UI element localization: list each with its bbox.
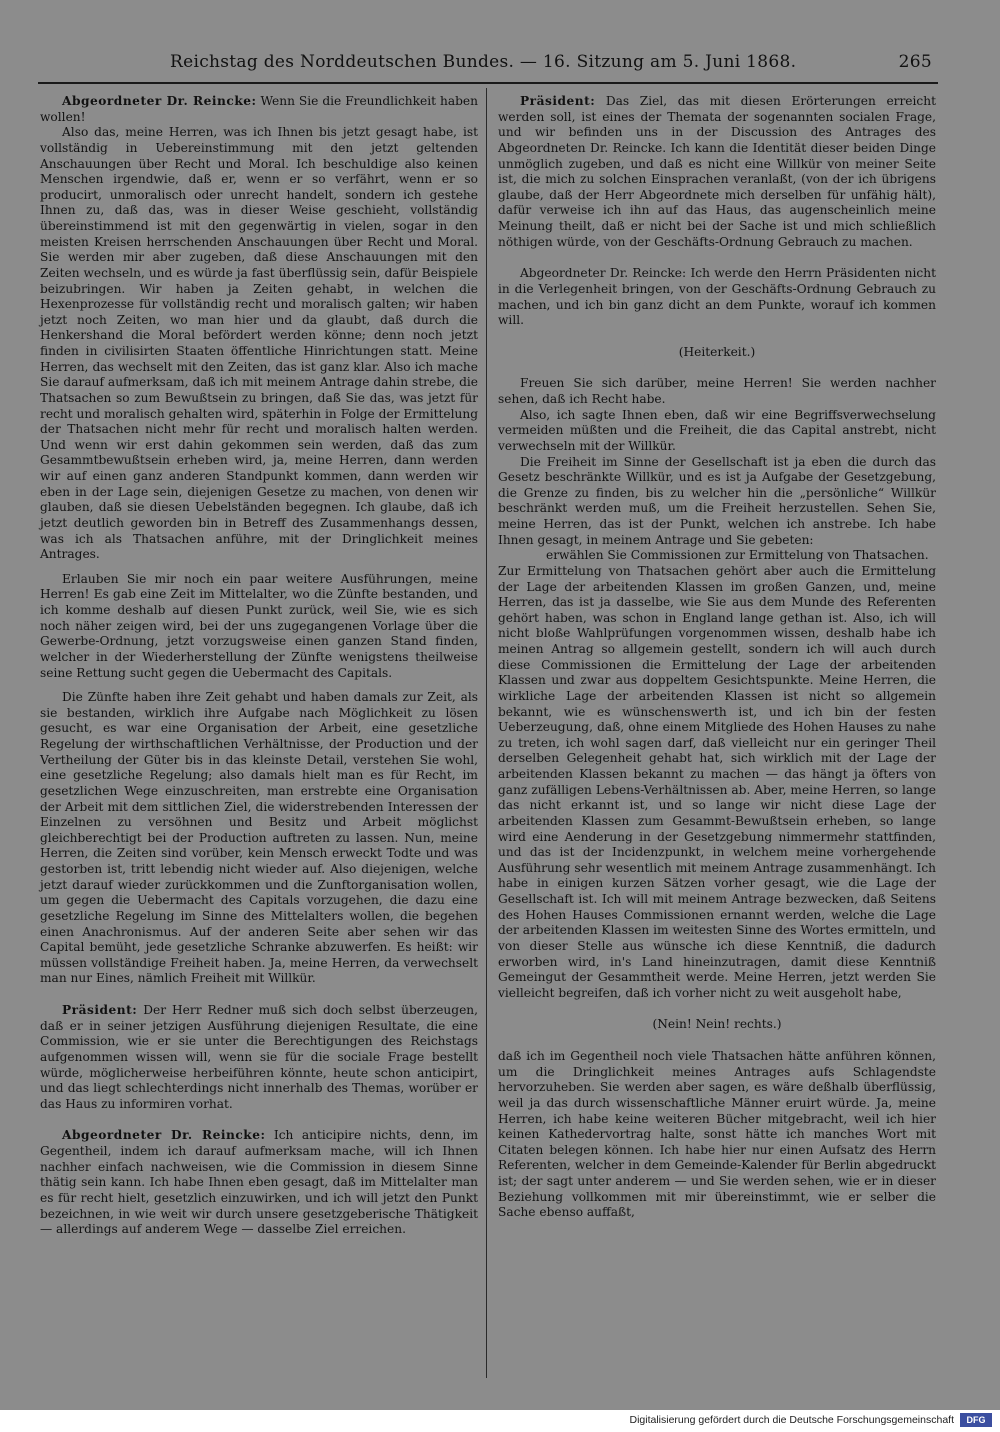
- paragraph: daß ich im Gegentheil noch viele Thatsachen hätte anführen können, um die Dringlichkeit meines Antrages aufs Schlagendste hervorzuheben. Sie werden aber sagen, es wäre deßhalb überflüssig, weil ja das durch wissenschaftliche Männer eruirt würde. Ja, meine Herren, ich habe keine weiteren Bücher mitgebracht, weil ich hier keinen Kathedervortrag halte, sonst hätte ich manches Wort mit Citaten belegen können. Ich habe hier nur einen Aufsatz des Herrn Referenten, welcher in dem Gemeinde-Kalender für Berlin abgedruckt ist; der sagt unter anderem — und Sie werden sehen, wie er in dieser Beziehung vollkommen mit mir übereinstimmt, wie er selber die Sache ebenso auffaßt,: [498, 1049, 936, 1220]
- quoted-motion: erwählen Sie Commissionen zur Ermittelung von Thatsachen.: [546, 548, 929, 563]
- dfg-logo: DFG: [960, 1413, 992, 1427]
- paragraph: [40, 94, 478, 125]
- paragraph: Freuen Sie sich darüber, meine Herren! Sie werden nachher sehen, daß ich Recht habe.: [498, 376, 936, 406]
- speaker-label: Präsident:: [520, 94, 596, 108]
- interjection: (Nein! Nein! rechts.): [652, 1017, 782, 1032]
- paragraph-text: Ich werde den Herrn Präsidenten nicht in die Verlegenheit bringen, von der Geschäfts-Ordnung Gebrauch zu machen, und ich bin ganz dicht an dem Punkte, worauf ich kommen will.: [498, 266, 937, 328]
- paragraph-text: Wenn Sie die Freundlichkeit haben wollen!: [40, 94, 478, 124]
- paragraph: Also, ich sagte Ihnen eben, daß wir eine Begriffsverwechselung vermeiden müßten und die Freiheit, die das Capital anstrebt, nicht verwechseln mit der Willkür.: [498, 407, 936, 453]
- header-rule: [38, 82, 938, 84]
- paragraph: [40, 1128, 478, 1237]
- paragraph: Die Zünfte haben ihre Zeit gehabt und haben damals zur Zeit, als sie bestanden, wirklich ihre Aufgabe nach Möglichkeit zu lösen gesucht, es war eine Organisation der Arbeit, eine gesetzliche Regelung der wirthschaftlichen Verhältnisse, der Production und der Vertheilung der Güter bis in das kleinste Detail, verstehen Sie wohl, eine gesetzliche Regelung; also damals hielt man es für Recht, im gesetzlichen Wege einzuschreiten, man erstrebte eine Organisation der Arbeit mit dem sittlichen Ziel, die widerstrebenden Interessen der Einzelnen zu versöhnen und Besitz und Arbeit möglichst gleichberechtigt bei der Production auftreten zu lassen. Nun, meine Herren, die Zeiten sind vorüber, kein Mensch erweckt Todte und was gestorben ist, tritt lebendig nicht wieder auf. Also diejenigen, welche jetzt darauf wieder zurückkommen und die Zunftorganisation wollen, um gegen die Uebermacht des Capitals vorzugehen, die dazu eine gesetzliche Regelung im Sinne des Mittelalters wollen, die begehen einen Anachronismus. Auf der anderen Seite aber sehen wir das Capital bemüht, jede gesetzliche Schranke abzuwerfen. Es heißt: wir müssen vollständige Freiheit haben. Ja, meine Herren, da verwechselt man nur Eines, nämlich Freiheit mit Willkür.: [40, 690, 478, 986]
- funding-note: Digitalisierung gefördert durch die Deutsche Forschungsgemeinschaft: [629, 1414, 954, 1426]
- interjection: (Heiterkeit.): [678, 344, 756, 359]
- paragraph: Die Freiheit im Sinne der Gesellschaft ist ja eben die durch das Gesetz beschränkte Willkür, und es ist ja Aufgabe der Gesetzgebung, die Grenze zu finden, bis zu welcher hin die „persönliche“ Willkür beschränkt werden muß, um die Freiheit herzustellen. Sehen Sie, meine Herren, das ist der Punkt, welchen ich anstrebe. Ich habe Ihnen gesagt, in meinem Antrage und Sie gebeten:: [498, 454, 936, 547]
- speaker-label: Abgeordneter Dr. Reincke:: [62, 1128, 266, 1143]
- paragraph: [498, 94, 936, 250]
- right-column: [498, 94, 936, 1221]
- speaker-label: Abgeordneter Dr. Reincke:: [520, 266, 687, 281]
- paragraph-text: Der Herr Redner muß sich doch selbst überzeugen, daß er in seiner jetzigen Ausführung diejenigen Resultate, die eine Commission, wie er sie unter die Berechtigungen des Reichstags aufgenommen wissen will, wenn sie für die sociale Frage bestellt würde, möglicherweise herbeiführen könnte, heute schon anticipirt, und das liegt schlechterdings nicht innerhalb des Themas, worüber er das Haus zu informiren vorhat.: [40, 1003, 478, 1111]
- speaker-label: Präsident:: [62, 1003, 138, 1017]
- paragraph: Erlauben Sie mir noch ein paar weitere Ausführungen, meine Herren! Es gab eine Zeit im Mittelalter, wo die Zünfte bestanden, und ich komme deshalb auf diesen Punkt zurück, weil Sie, wie es sich noch näher zeigen wird, bei der uns zugegangenen Vorlage über die Gewerbe-Ordnung, jetzt vorzugsweise einen ganzen Stand finden, welcher in der Wiederherstellung der Zünfte wenigstens theilweise seine Rettung sucht gegen die Uebermacht des Capitals.: [40, 571, 478, 680]
- paragraph-text: Ich anticipire nichts, denn, im Gegentheil, indem ich darauf aufmerksam mache, will ich Ihnen nachher einfach nachweisen, wie die Commission in diesem Sinne thätig sein kann. Ich habe Ihnen eben gesagt, daß im Mittelalter man es für recht hielt, gesetzlich einzuwirken, und ich will jetzt den Punkt bezeichnen, in wie weit wir durch unsere gesetzgeberische Thätigkeit — allerdings auf anderem Wege — dasselbe Ziel erreichen.: [40, 1128, 478, 1237]
- paragraph: [40, 1003, 478, 1112]
- page-number: 265: [898, 52, 932, 72]
- running-header: [170, 52, 932, 78]
- speaker-label: Abgeordneter Dr. Reincke:: [62, 94, 257, 108]
- paragraph-text: Das Ziel, das mit diesen Erörterungen erreicht werden soll, ist eines der Themata der sogenannten socialen Frage, und wir befinden uns in der Discussion des Antrages des Abgeordneten Dr. Reincke. Ich kann die Identität dieser beiden Dinge unmöglich zugeben, und daß es nicht eine Willkür von meiner Seite ist, die mich zu solchen Einsprachen veranlaßt, (von der ich übrigens glaube, daß der Herr Abgeordnete mich derselben für unfähig hält), dafür verweise ich ihn auf das Haus, das augenscheinlich meine Meinung theilt, daß er nicht bei der Sache ist und mich schließlich nöthigen würde, von der Geschäfts-Ordnung Gebrauch zu machen.: [498, 94, 936, 249]
- paragraph: Zur Ermittelung von Thatsachen gehört aber auch die Ermittelung der Lage der arbeitenden Klassen im großen Ganzen, und, meine Herren, das ist ja dasselbe, wie Sie aus dem Munde des Referenten gehört haben, was schon in England lange gethan ist. Also, ich will nicht bloße Wahlprüfungen vorgenommen wissen, deshalb habe ich meinen Antrag so allgemein gestellt, sondern ich will auch durch diese Commissionen die Ermittelung der Lage der arbeitenden Klassen und zwar aus doppeltem Gesichtspunkte. Meine Herren, die wirkliche Lage der arbeitenden Klassen ist nicht so allgemein bekannt, wie es wünschenswerth ist, und ich bin der festen Ueberzeugung, daß, ohne einem Mitgliede des Hohen Hauses zu nahe zu treten, ich wohl sagen darf, daß vielleicht nur ein geringer Theil derselben Gelegenheit gehabt hat, sich wirklich mit der Lage der arbeitenden Klassen bekannt zu machen — das hängt ja öfters von ganz zufälligen Lebens-Verhältnissen ab. Aber, meine Herren, so lange das nicht erkannt ist, und so lange wir nicht diese Lage der arbeitenden Klassen zum Gesammt-Bewußtsein erheben, so lange wird eine Aenderung in der Gesetzgebung nimmermehr stattfinden, und das ist der Incidenzpunkt, in welchem meine vorhergehende Ausführung sehr wesentlich mit meinem Antrage zusammenhängt. Ich habe in einigen kurzen Sätzen vorher gesagt, wie die Lage der Gesellschaft ist. Ich will mit meinem Antrage bezwecken, daß Seitens des Hohen Hauses Commissionen ernannt werden, welche die Lage der arbeitenden Klassen im weitesten Sinne des Wortes ermitteln, und von dieser Stelle aus wünsche ich diese Kenntniß, die dadurch erworben wird, in's Land hineinzutragen, damit diese Kenntniß Gemeingut der Gesammtheit werde. Meine Herren, jetzt werden Sie vielleicht begreifen, daß ich vorher nicht zu weit ausgeholt habe,: [498, 563, 936, 1000]
- column-divider: [486, 88, 487, 1378]
- left-column: [40, 94, 478, 1238]
- header-title: Reichstag des Norddeutschen Bundes. — 16. Sitzung am 5. Juni 1868.: [170, 52, 797, 72]
- paragraph: Also das, meine Herren, was ich Ihnen bis jetzt gesagt habe, ist vollständig in Uebereinstimmung mit den jetzt geltenden Anschauungen über Recht und Moral. Ich beschuldige also keinen Menschen irgendwie, daß er, wenn er so verfährt, wenn er so producirt, unmoralisch oder unrecht handelt, sondern ich gestehe Ihnen zu, daß das, was in dieser Weise geschieht, vollständig übereinstimmend ist mit den gegenwärtig in vielen, sogar in den meisten Kreisen herrschenden Anschauungen über Recht und Moral. Sie werden mir aber zugeben, daß diese Anschauungen mit den Zeiten wechseln, und es würde ja fast überflüssig sein, dafür Beispiele beizubringen. Wir haben ja Zeiten gehabt, in welchen die Hexenprozesse für vollständig recht und moralisch galten; wir haben jetzt noch Zeiten, wo man hier und da glaubt, daß durch die Henkershand die Moral befördert werden könne; denn noch jetzt finden in civilisirten Staaten öffentliche Hinrichtungen statt. Meine Herren, das wechselt mit den Zeiten, das ist ganz klar. Also ich mache Sie darauf aufmerksam, daß ich mit meinem Antrage dahin strebe, die Thatsachen so zum Bewußtsein zu bringen, daß Sie das, was jetzt für recht und moralisch gehalten wird, späterhin in Folge der Ermittelung der Thatsachen nicht mehr für recht und moralisch halten werden. Und wenn wir erst dahin gekommen sein werden, daß das zum Gesammtbewußtsein erheben wird, ja, meine Herren, dann werden wir auf einen ganz anderen Standpunkt kommen, dann werden wir eben in der Lage sein, diejenigen Gesetze zu machen, von denen wir glauben, daß sie diesen Uebelständen begegnen. Ich glaube, daß ich jetzt deutlich geworden bin in Betreff des Zusammenhangs dessen, was ich als Thatsachen anführe, mit der Dringlichkeit meines Antrages.: [40, 125, 478, 562]
- paragraph: [498, 266, 936, 329]
